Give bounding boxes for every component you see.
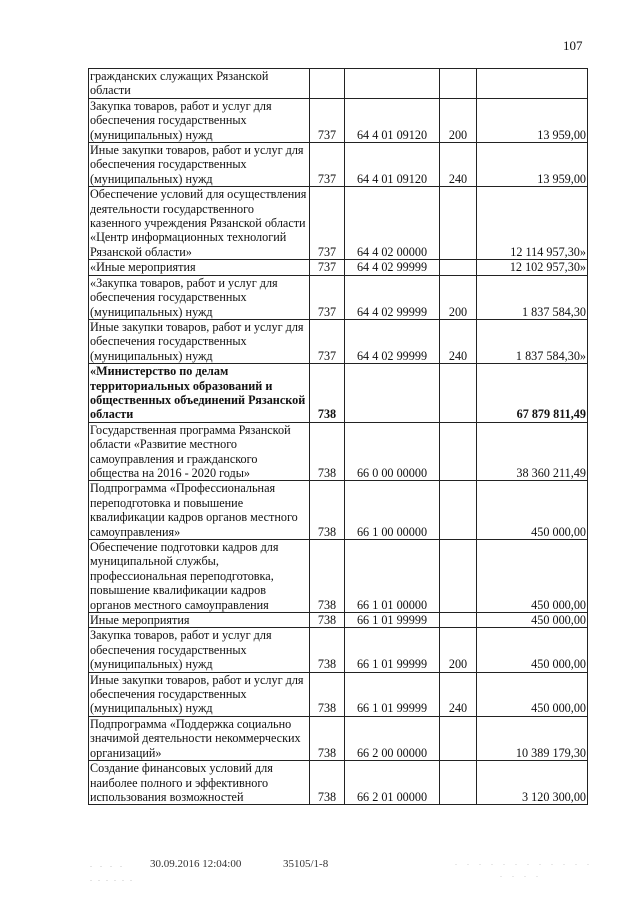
document-number: 35105/1-8 bbox=[283, 858, 329, 870]
row-csr-cell: 64 4 02 00000 bbox=[345, 187, 440, 260]
row-code-cell: 737 bbox=[310, 143, 345, 187]
row-sum-cell: 450 000,00 bbox=[477, 613, 588, 628]
row-sum-cell: 450 000,00 bbox=[477, 481, 588, 540]
row-csr-cell: 66 1 01 00000 bbox=[345, 540, 440, 613]
row-csr-cell: 66 1 01 99999 bbox=[345, 628, 440, 672]
row-vr-cell bbox=[440, 761, 477, 805]
row-name-cell: Подпрограмма «Профессиональная переподготовка и повышение квалификации кадров органов местного самоуправления» bbox=[89, 481, 310, 540]
row-name-cell: Иные закупки товаров, работ и услуг для обеспечения государственных (муниципальных) нужд bbox=[89, 319, 310, 363]
table-row bbox=[89, 613, 588, 628]
row-code-cell: 738 bbox=[310, 672, 345, 716]
row-code-cell: 738 bbox=[310, 364, 345, 423]
row-name-cell: Обеспечение условий для осуществления деятельности государственного казенного учреждения Рязанской области «Центр информационных технологий Рязанской области» bbox=[89, 187, 310, 260]
row-name-cell: Иные мероприятия bbox=[89, 613, 310, 628]
row-csr-cell bbox=[345, 364, 440, 423]
row-sum-cell: 1 837 584,30» bbox=[477, 319, 588, 363]
row-vr-cell bbox=[440, 422, 477, 481]
row-code-cell: 737 bbox=[310, 260, 345, 275]
row-name-cell: Закупка товаров, работ и услуг для обеспечения государственных (муниципальных) нужд bbox=[89, 98, 310, 142]
row-code-cell: 737 bbox=[310, 98, 345, 142]
row-csr-cell: 66 1 00 00000 bbox=[345, 481, 440, 540]
row-vr-cell: 200 bbox=[440, 275, 477, 319]
table-row bbox=[89, 761, 588, 805]
row-name-cell: Обеспечение подготовки кадров для муниципальной службы, профессиональная переподготовка, повышение квалификации кадров органов местного самоуправления bbox=[89, 540, 310, 613]
scan-noise: . . . . . . bbox=[90, 874, 134, 883]
row-sum-cell: 450 000,00 bbox=[477, 672, 588, 716]
row-vr-cell: 240 bbox=[440, 319, 477, 363]
row-name-cell: Подпрограмма «Поддержка социально значимой деятельности некоммерческих организаций» bbox=[89, 716, 310, 760]
row-name-cell: Государственная программа Рязанской области «Развитие местного самоуправления и гражданского общества на 2016 - 2020 годы» bbox=[89, 422, 310, 481]
row-name-cell: Создание финансовых условий для наиболее полного и эффективного использования возможностей bbox=[89, 761, 310, 805]
row-csr-cell: 64 4 01 09120 bbox=[345, 143, 440, 187]
row-sum-cell bbox=[477, 69, 588, 99]
row-name-cell: «Иные мероприятия bbox=[89, 260, 310, 275]
row-csr-cell: 66 1 01 99999 bbox=[345, 672, 440, 716]
table-row bbox=[89, 364, 588, 423]
table-row bbox=[89, 187, 588, 260]
footer bbox=[0, 858, 640, 888]
row-vr-cell bbox=[440, 364, 477, 423]
table-row bbox=[89, 69, 588, 99]
table-row bbox=[89, 260, 588, 275]
table-row bbox=[89, 672, 588, 716]
table-row bbox=[89, 628, 588, 672]
row-sum-cell: 13 959,00 bbox=[477, 98, 588, 142]
row-csr-cell bbox=[345, 69, 440, 99]
row-sum-cell: 12 102 957,30» bbox=[477, 260, 588, 275]
row-vr-cell: 200 bbox=[440, 628, 477, 672]
row-vr-cell: 200 bbox=[440, 98, 477, 142]
row-name-cell: Иные закупки товаров, работ и услуг для обеспечения государственных (муниципальных) нужд bbox=[89, 143, 310, 187]
row-csr-cell: 66 0 00 00000 bbox=[345, 422, 440, 481]
row-name-cell: Закупка товаров, работ и услуг для обеспечения государственных (муниципальных) нужд bbox=[89, 628, 310, 672]
row-code-cell: 737 bbox=[310, 187, 345, 260]
row-vr-cell bbox=[440, 69, 477, 99]
row-code-cell: 738 bbox=[310, 716, 345, 760]
row-vr-cell bbox=[440, 260, 477, 275]
row-csr-cell: 66 2 00 00000 bbox=[345, 716, 440, 760]
row-csr-cell: 64 4 02 99999 bbox=[345, 275, 440, 319]
row-vr-cell bbox=[440, 540, 477, 613]
table-row bbox=[89, 143, 588, 187]
row-code-cell: 738 bbox=[310, 613, 345, 628]
row-name-cell: «Закупка товаров, работ и услуг для обеспечения государственных (муниципальных) нужд bbox=[89, 275, 310, 319]
row-sum-cell: 67 879 811,49 bbox=[477, 364, 588, 423]
scan-noise: . . . . bbox=[500, 870, 542, 879]
table-row bbox=[89, 716, 588, 760]
row-csr-cell: 64 4 02 99999 bbox=[345, 319, 440, 363]
scan-noise: . . . . bbox=[90, 860, 125, 869]
table-row bbox=[89, 98, 588, 142]
row-vr-cell: 240 bbox=[440, 672, 477, 716]
row-code-cell: 738 bbox=[310, 481, 345, 540]
print-timestamp: 30.09.2016 12:04:00 bbox=[150, 858, 242, 870]
table-row bbox=[89, 275, 588, 319]
row-vr-cell bbox=[440, 187, 477, 260]
row-csr-cell: 66 1 01 99999 bbox=[345, 613, 440, 628]
row-name-cell: «Министерство по делам территориальных образований и общественных объединений Рязанской области bbox=[89, 364, 310, 423]
row-code-cell bbox=[310, 69, 345, 99]
row-code-cell: 738 bbox=[310, 761, 345, 805]
table-row bbox=[89, 422, 588, 481]
page-number: 107 bbox=[563, 38, 583, 53]
row-code-cell: 737 bbox=[310, 275, 345, 319]
budget-table bbox=[88, 68, 588, 805]
scan-noise: . . . . . . . . . . . . bbox=[455, 858, 593, 867]
row-vr-cell bbox=[440, 716, 477, 760]
row-sum-cell: 10 389 179,30 bbox=[477, 716, 588, 760]
row-name-cell: Иные закупки товаров, работ и услуг для обеспечения государственных (муниципальных) нужд bbox=[89, 672, 310, 716]
row-code-cell: 738 bbox=[310, 540, 345, 613]
row-sum-cell: 38 360 211,49 bbox=[477, 422, 588, 481]
row-code-cell: 738 bbox=[310, 628, 345, 672]
table-row bbox=[89, 540, 588, 613]
table-row bbox=[89, 319, 588, 363]
table-row bbox=[89, 481, 588, 540]
row-sum-cell: 12 114 957,30» bbox=[477, 187, 588, 260]
row-sum-cell: 3 120 300,00 bbox=[477, 761, 588, 805]
row-sum-cell: 13 959,00 bbox=[477, 143, 588, 187]
row-code-cell: 737 bbox=[310, 319, 345, 363]
row-vr-cell bbox=[440, 613, 477, 628]
row-vr-cell: 240 bbox=[440, 143, 477, 187]
row-csr-cell: 64 4 01 09120 bbox=[345, 98, 440, 142]
row-sum-cell: 450 000,00 bbox=[477, 628, 588, 672]
row-vr-cell bbox=[440, 481, 477, 540]
row-sum-cell: 450 000,00 bbox=[477, 540, 588, 613]
row-sum-cell: 1 837 584,30 bbox=[477, 275, 588, 319]
row-csr-cell: 64 4 02 99999 bbox=[345, 260, 440, 275]
row-csr-cell: 66 2 01 00000 bbox=[345, 761, 440, 805]
budget-table-body bbox=[89, 69, 588, 805]
row-code-cell: 738 bbox=[310, 422, 345, 481]
row-name-cell: гражданских служащих Рязанской области bbox=[89, 69, 310, 99]
